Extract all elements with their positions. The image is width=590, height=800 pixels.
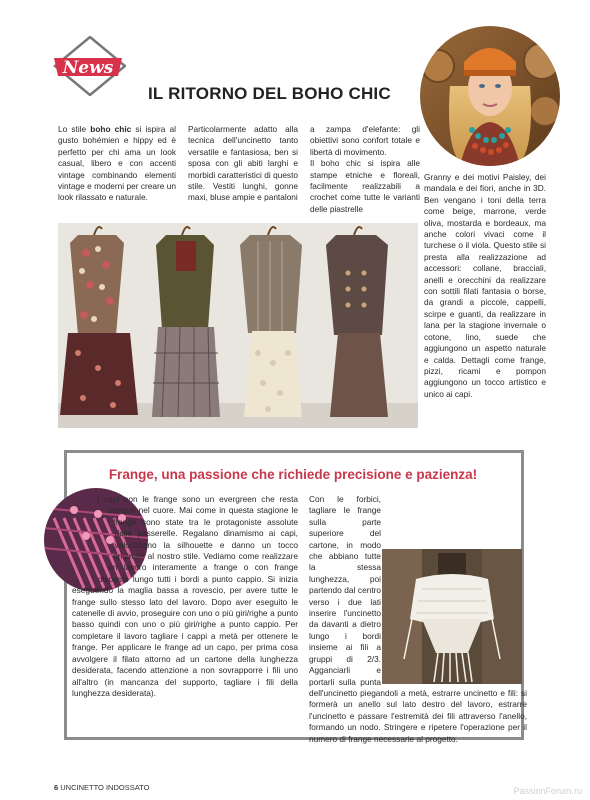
intro-column-4: Granny e dei motivi Paisley, dei mandala e dei fiori, anche in 3D. Ben vengano i toni della terra come beige, marrone, verde oliva, mostarda e bordeaux, ma anche colori vivaci come il turchese o il viola. Questo stile si presta alla realizzazione ad accessori: collane, bracciali, anelli e orecchini da realizzare con sottili filati fantasia o borse, da grandi a piccole, cappelli, scirpe e guanti, da realizzare in lana per la stagione invernale o cotone, lino, suede che aggiungono un aspetto naturale e calda. Dettagli come frange, pizzi, ricami e pompon aggiungono un tocco artistico e unico ai capi.: [424, 172, 546, 399]
intro-column-2: Particolarmente adatto alla tecnica dell'uncinetto tanto versatile e fantasiosa, ben si sposa con gli abiti larghi e morbidi caratteristici di questo stile. Vestiti lunghi, gonne maxi, bluse ampie e pantaloni: [188, 124, 298, 203]
news-badge-label: News: [62, 58, 114, 78]
fringe-column-2: Con le forbici, tagliare le frange sulla parte superiore del cartone, in modo che abbiano tutte la stessa lunghezza, poi partendo dal centro verso i due lati inserire l'uncinetto da davanti a dietro lungo i bordi insieme ai fili a gruppi di 2/3. Agganciarli e portarli sulla punta dell'uncinetto piegandoli a metà, estrarre uncinetto e fili: si formerà un anello sul lato destro del lavoro, estrarre l'uncinetto e passare l'estremità dei fili attraverso l'anello, formando un nodo. Stringere e ripetere l'operazione per il numero di frange necessarie al progetto.: [309, 494, 527, 744]
intro-column-1: Lo stile boho chic si ispira al gusto bohémien e hippy ed è perfetto per chi ama un look casual, libero e con accenti vintage combinando elementi vintage e moderni per creare un look rilassato e naturale.: [58, 124, 176, 203]
boho-coats-photo: [58, 223, 418, 428]
page-number: 6: [54, 783, 59, 792]
fringe-column-1: I capi con le frange sono un evergreen che resta sempre nel cuore. Mai come in questa stagione le frange sono state tra le protagoniste assolute delle passerelle. Regalano dinamismo ai capi, valorizzano la silhouette e danno un tocco originale al nostro stile. Vediamo come realizzare un lavoro interamente a frange o con frange disposte lungo tutti i bordi a punto cappio. Si inizia eseguendo la maglia bassa a rovescio, per avere tutte le frange sullo stesso lato del lavoro. Dopo aver eseguito le catenelle di avvio, proseguire con uno o più giri/righe a punto basso quindi con uno o più giri/righe a punto cappio. Per completare il lavoro tagliare i cappi a metà per ottenere le frange. Per applicare le frange ad un capo, per prima cosa avvolgere il filato attorno ad un cartone della lunghezza desiderata, facendo attenzione a non sovrapporre i fili uno all'altro (in mancanza del supporto, tagliare i fili della lunghezza desiderata).: [72, 494, 298, 698]
intro-column-3: a zampa d'elefante: gli obiettivi sono confort totale e libertà di movimento. Il boho chic si ispira alle stampe etniche e floreali, facilmente realizzabili a crochet come tutte le varianti delle piastrelle: [310, 124, 420, 214]
page-title: IL RITORNO DEL BOHO CHIC: [148, 84, 391, 103]
watermark: PassionForum.ru: [513, 786, 582, 796]
magazine-name: UNCINETTO INDOSSATO: [60, 783, 150, 792]
news-badge: [52, 36, 126, 96]
fringed-scarf-photo: [382, 549, 522, 684]
fringe-section-title: Frange, una passione che richiede precisione e pazienza!: [108, 467, 478, 482]
boho-woman-portrait: [420, 26, 560, 166]
page-footer: [54, 783, 149, 792]
yarn-photo-wrap-spacer: [72, 494, 150, 586]
